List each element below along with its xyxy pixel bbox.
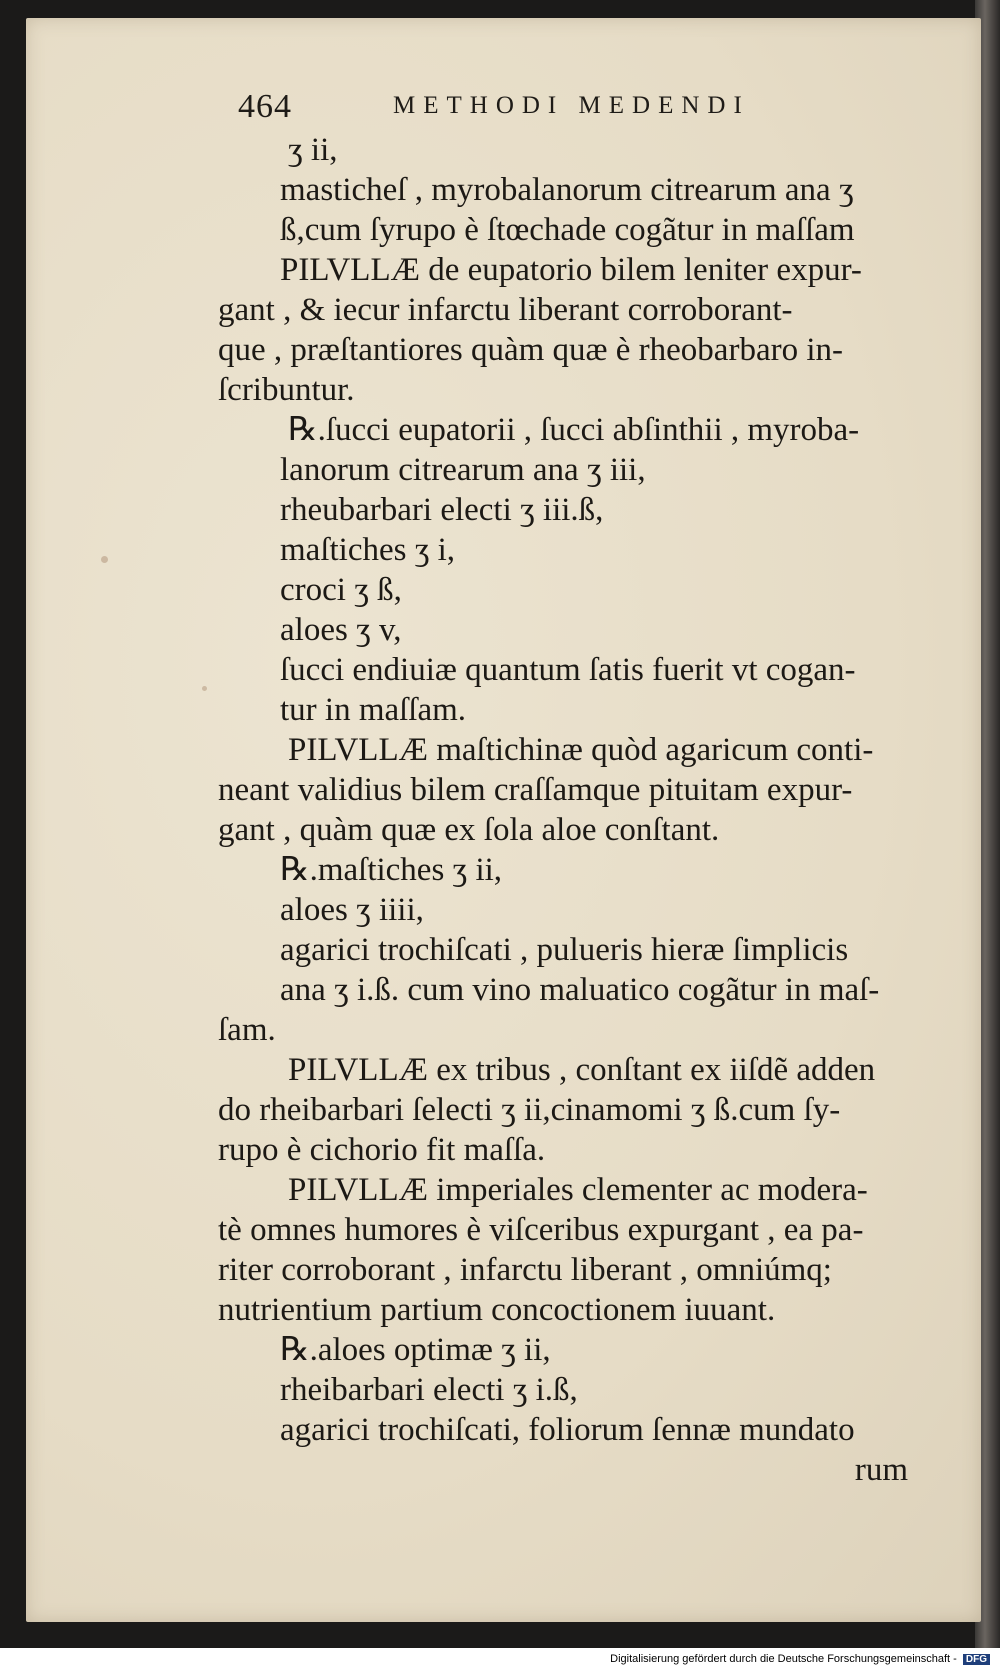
text-line: lanorum citrearum ana ʒ iii,: [280, 452, 646, 488]
text-line: aloes ʒ v,: [280, 612, 402, 648]
ink-smudge: [202, 686, 207, 691]
text-line: ſcribuntur.: [218, 372, 355, 408]
recipe-line: ℞.ſucci eupatorii , ſucci abſinthii , myroba-: [288, 412, 860, 448]
text-line: que , præſtantiores quàm quæ è rheobarbaro in-: [218, 332, 843, 368]
text-line: rupo è cichorio fit maſſa.: [218, 1132, 546, 1168]
text-line: riter corroborant , infarctu liberant , omniúmq;: [218, 1252, 832, 1288]
paragraph-start: PILVLLÆ ex tribus , conſtant ex iiſdẽ adden: [288, 1052, 876, 1088]
credit-text: Digitalisierung gefördert durch die Deutsche Forschungsgemeinschaft -: [610, 1653, 957, 1665]
recipe-line: ℞.maſtiches ʒ ii,: [280, 852, 503, 888]
text-line: ana ʒ i.ß. cum vino maluatico cogãtur in maſ-: [280, 972, 880, 1008]
text-line: nutrientium partium concoctionem iuuant.: [218, 1292, 776, 1328]
text-line: ß,cum ſyrupo è ſtœchade cogãtur in maſſam: [280, 212, 855, 248]
text-line: tur in maſſam.: [280, 692, 467, 728]
recipe-line: ℞.aloes optimæ ʒ ii,: [280, 1332, 551, 1368]
text-line: agarici trochiſcati, foliorum ſennæ mundato: [280, 1412, 855, 1448]
paragraph-start: PILVLLÆ imperiales clementer ac modera-: [288, 1172, 868, 1208]
ink-smudge: [101, 556, 108, 563]
digitization-credit: [610, 1653, 990, 1665]
text-line: ſucci endiuiæ quantum ſatis fuerit vt cogan-: [280, 652, 856, 688]
text-line: gant , & iecur infarctu liberant corroborant-: [218, 292, 793, 328]
text-line: agarici trochiſcati , pulueris hieræ ſimplicis: [280, 932, 849, 968]
running-header: [238, 88, 838, 128]
paragraph-start: PILVLLÆ de eupatorio bilem leniter expur-: [280, 252, 862, 288]
text-line: maſtiches ʒ i,: [280, 532, 456, 568]
text-line: ʒ ii,: [288, 132, 338, 168]
text-line: rheubarbari electi ʒ iii.ß,: [280, 492, 604, 528]
catchword: rum: [854, 1452, 908, 1488]
text-line: masticheſ , myrobalanorum citrearum ana ʒ: [280, 172, 854, 208]
text-line: rheibarbari electi ʒ i.ß,: [280, 1372, 578, 1408]
paragraph-start: PILVLLÆ maſtichinæ quòd agaricum conti-: [288, 732, 874, 768]
text-line: croci ʒ ß,: [280, 572, 402, 608]
page-number: 464: [238, 88, 292, 125]
text-line: aloes ʒ iiii,: [280, 892, 424, 928]
text-line: neant validius bilem craſſamque pituitam expur-: [218, 772, 853, 808]
running-title: METHODI MEDENDI: [393, 92, 750, 119]
text-line: do rheibarbari ſelecti ʒ ii,cinamomi ʒ ß.cum ſy-: [218, 1092, 841, 1128]
text-line: gant , quàm quæ ex ſola aloe conſtant.: [218, 812, 720, 848]
text-line: ſam.: [218, 1012, 276, 1048]
text-line: tè omnes humores è viſceribus expurgant , ea pa-: [218, 1212, 864, 1248]
dfg-logo: DFG: [963, 1654, 990, 1665]
body-text: [218, 130, 963, 1490]
